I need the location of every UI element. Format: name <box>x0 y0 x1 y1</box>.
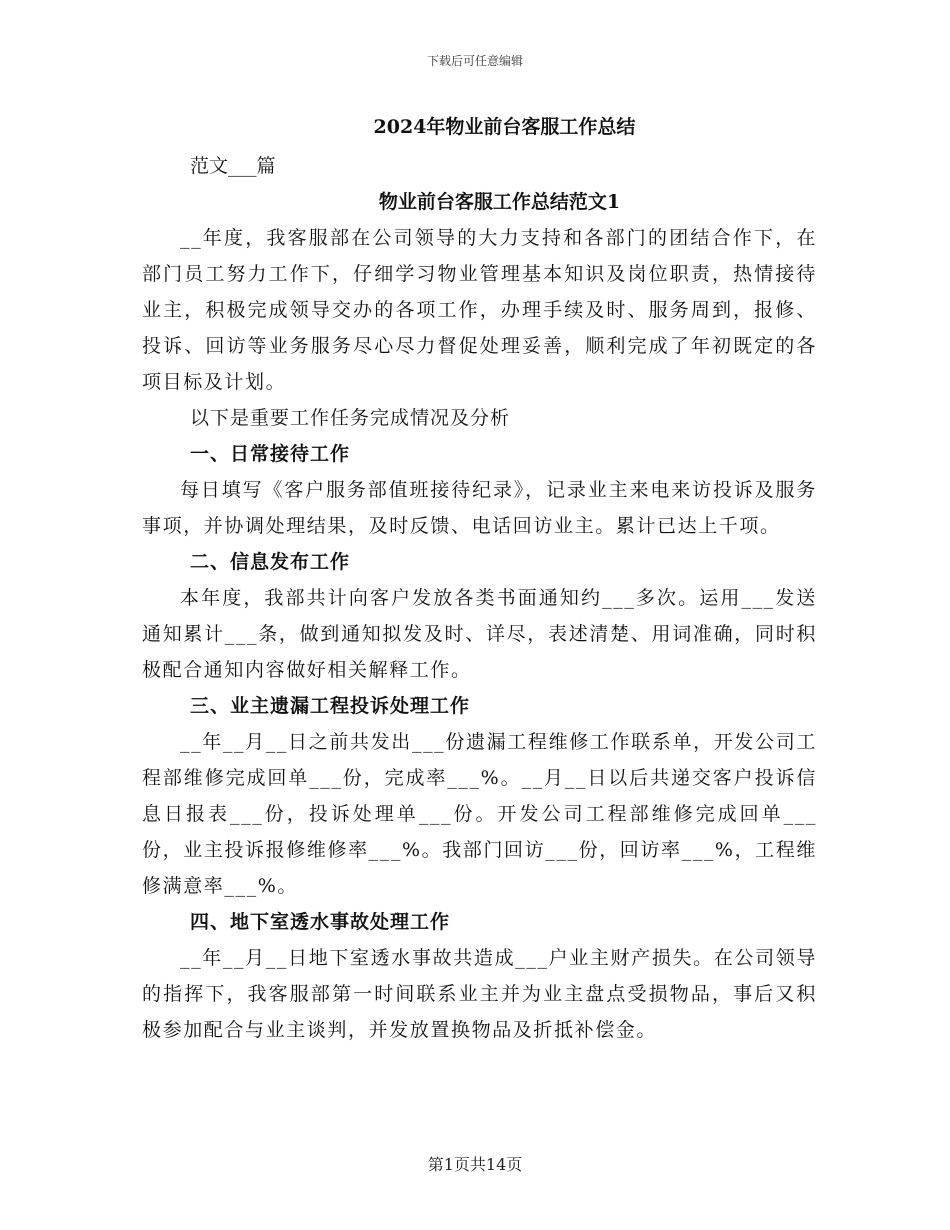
document-title: 2024年物业前台客服工作总结 <box>373 116 636 138</box>
section-body-daily-reception: 每日填写《客户服务部值班接待纪录》，记录业主来电来访投诉及服务事项，并协调处理结果，及时反馈、电话回访业主。累计已达上千项。 <box>142 479 817 537</box>
section-heading-information-release: 二、信息发布工作 <box>190 551 351 573</box>
analysis-intro: 以下是重要工作任务完成情况及分析 <box>190 407 511 429</box>
section-body-basement-incident: __年__月__日地下室透水事故共造成___户业主财产损失。在公司领导的指挥下，我客服部第一时间联系业主并为业主盘点受损物品，事后又积极参加配合与业主谈判，并发放置换物品及折抵补偿金。 <box>142 947 817 1041</box>
section-heading-daily-reception: 一、日常接待工作 <box>190 443 351 465</box>
document-body <box>142 112 817 1048</box>
section-title: 物业前台客服工作总结范文1 <box>378 191 621 213</box>
section-heading-complaint-handling: 三、业主遗漏工程投诉处理工作 <box>190 695 471 717</box>
section-heading-basement-incident: 四、地下室透水事故处理工作 <box>190 911 451 933</box>
document-subtitle: 范文___篇 <box>190 155 276 177</box>
page-footer: 第1页共14页 <box>427 1155 523 1174</box>
section-body-complaint-handling: __年__月__日之前共发出___份遗漏工程维修工作联系单，开发公司工程部维修完成回单___份，完成率___%。__月__日以后共递交客户投诉信息日报表___份，投诉处理单___份。开发公司工程部维修完成回单___份，业主投诉报修维修率___%。我部门回访___份，回访率___%，工程维修满意率___%。 <box>142 731 817 897</box>
header-note: 下载后可任意编辑 <box>426 54 523 68</box>
section-body-information-release: 本年度，我部共计向客户发放各类书面通知约___多次。运用___发送通知累计___条，做到通知拟发及时、详尽，表述清楚、用词准确，同时积极配合通知内容做好相关解释工作。 <box>142 587 817 681</box>
intro-paragraph: __年度，我客服部在公司领导的大力支持和各部门的团结合作下，在部门员工努力工作下，仔细学习物业管理基本知识及岗位职责，热情接待业主，积极完成领导交办的各项工作，办理手续及时、服务周到，报修、投诉、回访等业务服务尽心尽力督促处理妥善，顺利完成了年初既定的各项目标及计划。 <box>142 227 817 393</box>
